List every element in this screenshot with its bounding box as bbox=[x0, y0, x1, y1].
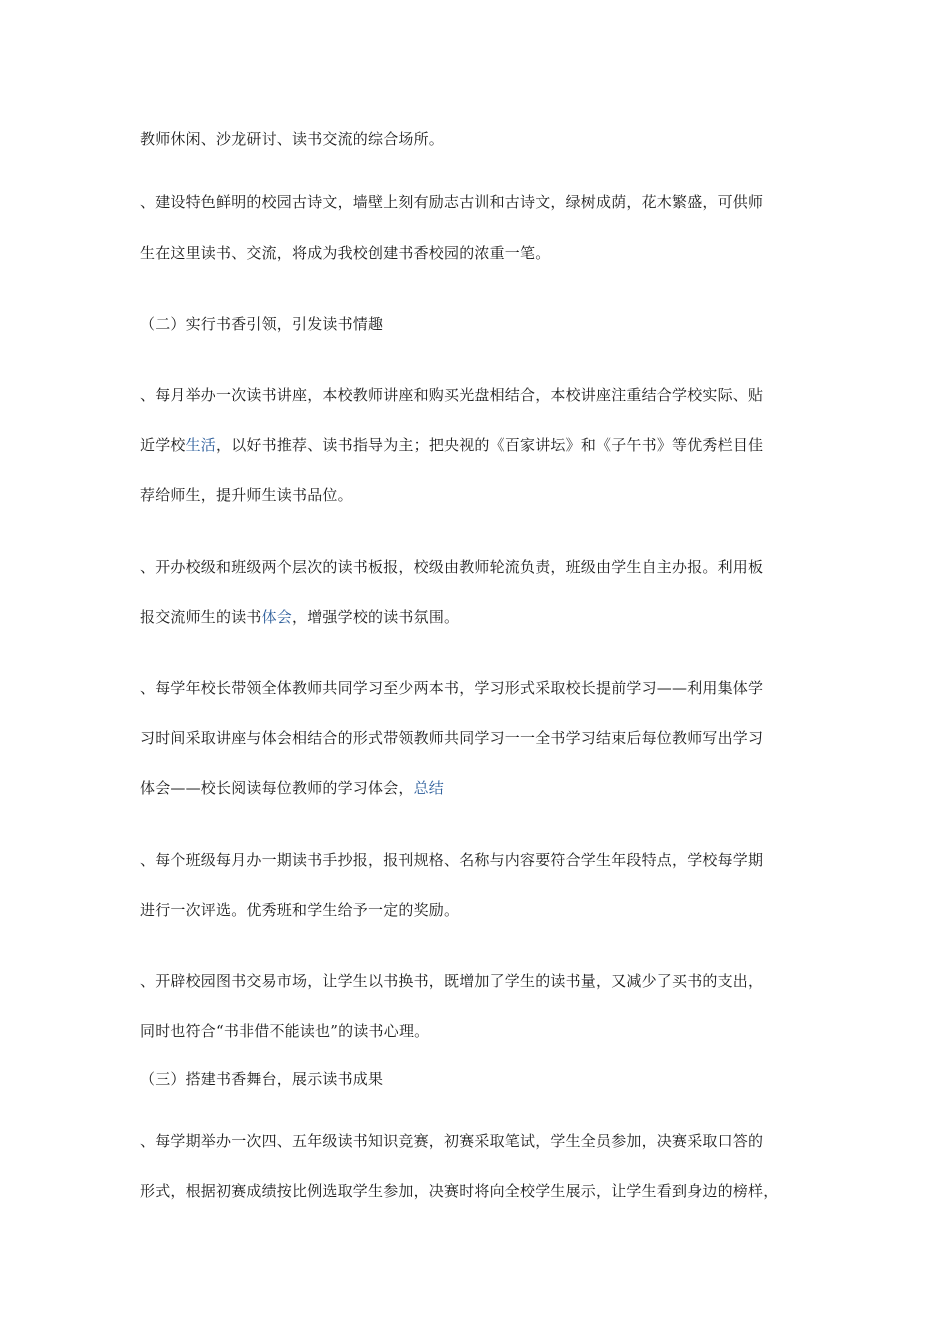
paragraph-line: 、开辟校园图书交易市场，让学生以书换书，既增加了学生的读书量，又减少了买书的支出， bbox=[140, 972, 764, 990]
paragraph-line: 、建设特色鲜明的校园古诗文，墙壁上刻有励志古训和古诗文，绿树成荫，花木繁盛，可供师 bbox=[140, 193, 764, 211]
paragraph-line bbox=[140, 434, 810, 456]
text-span: 体会——校长阅读每位教师的学习体会， bbox=[140, 779, 414, 797]
paragraph-line: 习时间采取讲座与体会相结合的形式带领教师共同学习一一全书学习结束后每位教师写出学习 bbox=[140, 729, 764, 747]
paragraph-line bbox=[140, 606, 810, 628]
link-shenghuo[interactable]: 生活 bbox=[185, 436, 217, 454]
text-span: ，以好书推荐、读书指导为主；把央视的《百家讲坛》和《子午书》等优秀栏目佳 bbox=[216, 436, 764, 454]
paragraph-line: 同时也符合“书非借不能读也”的读书心理。 bbox=[140, 1022, 430, 1040]
link-zongjie[interactable]: 总结 bbox=[413, 779, 445, 797]
link-tihui[interactable]: 体会 bbox=[261, 608, 293, 626]
paragraph-line: 、每学期举办一次四、五年级读书知识竞赛，初赛采取笔试，学生全员参加，决赛采取口答的 bbox=[140, 1132, 764, 1150]
paragraph-line: 、开办校级和班级两个层次的读书板报，校级由教师轮流负责，班级由学生自主办报。利用板 bbox=[140, 558, 764, 576]
section-heading: （三）搭建书香舞台，展示读书成果 bbox=[140, 1070, 384, 1088]
paragraph-line: 荐给师生，提升师生读书品位。 bbox=[140, 486, 353, 504]
paragraph-line: 进行一次评选。优秀班和学生给予一定的奖励。 bbox=[140, 901, 460, 919]
text-span: ，增强学校的读书氛围。 bbox=[292, 608, 460, 626]
paragraph-line: 、每个班级每月办一期读书手抄报，报刊规格、名称与内容要符合学生年段特点，学校每学期 bbox=[140, 851, 764, 869]
paragraph-line: 教师休闲、沙龙研讨、读书交流的综合场所。 bbox=[140, 130, 445, 148]
text-span: 报交流师生的读书 bbox=[140, 608, 262, 626]
paragraph-line: 、每学年校长带领全体教师共同学习至少两本书，学习形式采取校长提前学习——利用集体学 bbox=[140, 679, 764, 697]
paragraph-line: 、每月举办一次读书讲座，本校教师讲座和购买光盘相结合，本校讲座注重结合学校实际、贴 bbox=[140, 386, 764, 404]
paragraph-line: 生在这里读书、交流，将成为我校创建书香校园的浓重一笔。 bbox=[140, 244, 551, 262]
paragraph-line: 形式，根据初赛成绩按比例选取学生参加，决赛时将向全校学生展示，让学生看到身边的榜样， bbox=[140, 1182, 779, 1200]
paragraph-line bbox=[140, 777, 810, 799]
section-heading: （二）实行书香引领，引发读书情趣 bbox=[140, 315, 384, 333]
text-span: 近学校 bbox=[140, 436, 186, 454]
